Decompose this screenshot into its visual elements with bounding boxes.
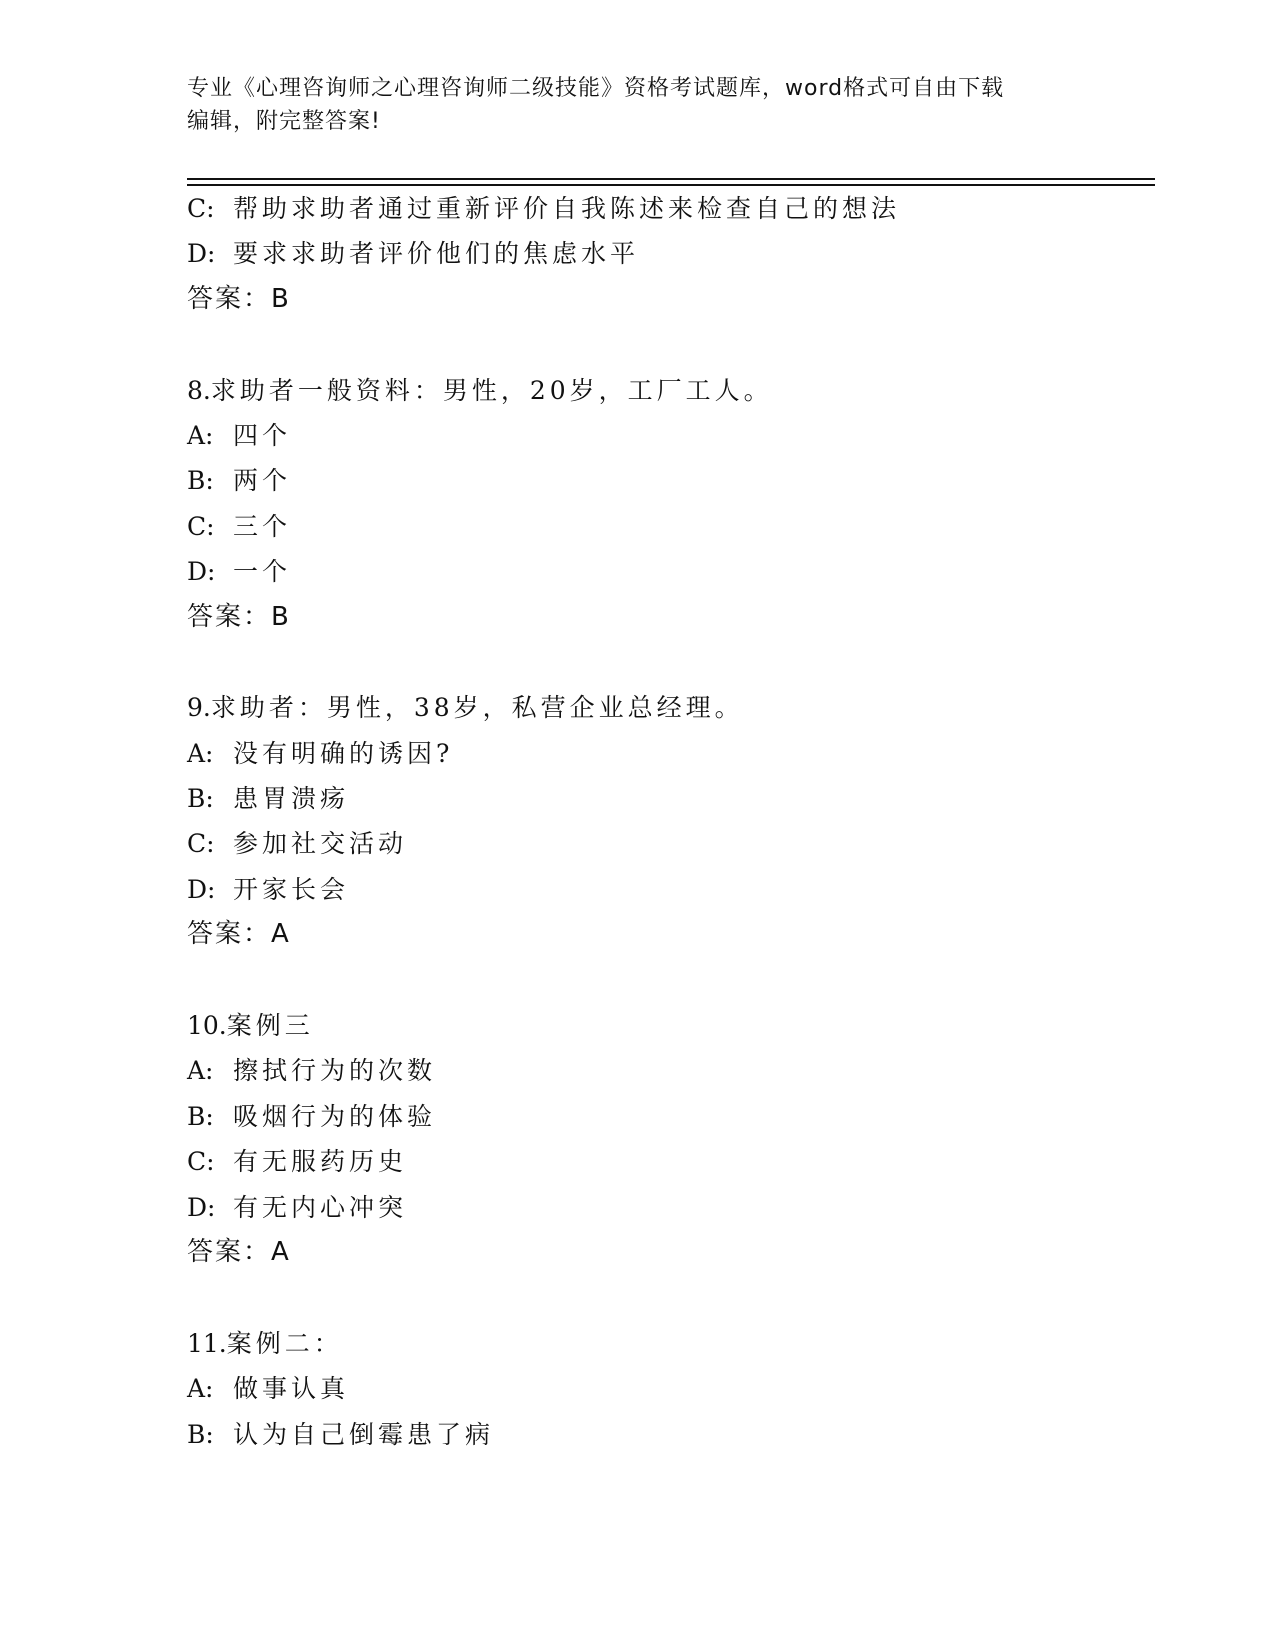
option-text: 四个 [233,420,292,450]
option-d [187,231,1155,276]
option-letter: D: [187,557,216,587]
option-text: 吸烟行为的体验 [233,1101,437,1131]
option-b [187,458,1155,503]
option-text: 一个 [233,557,292,587]
option-letter: C: [187,1147,215,1177]
option-text: 参加社交活动 [233,829,408,859]
header-line-1: 专业《心理咨询师之心理咨询师二级技能》资格考试题库，word格式可自由下载 [187,76,1005,101]
question-stem [187,368,1155,413]
option-letter: C: [187,511,215,541]
question-number: 11. [187,1328,227,1358]
question-list [187,186,1155,1457]
option-letter: C: [187,194,215,223]
option-d [187,549,1155,594]
option-c [187,186,1155,231]
option-b [187,1094,1155,1139]
option-text: 有无服药历史 [233,1147,408,1177]
option-letter: C: [187,829,215,859]
option-a [187,1048,1155,1093]
option-d [187,867,1155,912]
document-header [187,72,1087,138]
option-text: 两个 [233,466,292,496]
option-letter: B: [187,784,214,814]
option-c [187,504,1155,549]
option-text: 患胃溃疡 [233,784,350,814]
question-number: 10. [187,1011,227,1041]
option-letter: B: [187,466,214,496]
header-line-2: 编辑，附完整答案! [187,109,381,134]
answer-line: 答案：A [187,1236,291,1267]
question-text: 求助者：男性，38岁，私营企业总经理。 [210,693,744,723]
option-text: 三个 [233,511,292,541]
spacer [187,322,1155,367]
question-stem [187,685,1155,730]
option-text: 擦拭行为的次数 [233,1056,437,1086]
question-stem [187,1003,1155,1048]
spacer [187,958,1155,1003]
option-text: 要求求助者评价他们的焦虑水平 [233,239,640,269]
option-text: 帮助求助者通过重新评价自我陈述来检查自己的想法 [233,194,901,223]
option-letter: D: [187,239,216,269]
answer-line: 答案：A [187,919,291,950]
option-a [187,1366,1155,1411]
option-text: 做事认真 [233,1374,350,1404]
header-divider-top [187,178,1155,180]
option-text: 认为自己倒霉患了病 [233,1419,495,1449]
option-d [187,1185,1155,1230]
spacer [187,640,1155,685]
option-letter: A: [187,738,214,768]
option-letter: B: [187,1419,214,1449]
question-number: 8. [187,375,211,405]
option-letter: B: [187,1101,214,1131]
option-text: 有无内心冲突 [233,1192,408,1222]
option-a [187,413,1155,458]
question-number: 9. [187,693,211,723]
option-c [187,1139,1155,1184]
option-c [187,821,1155,866]
option-b [187,776,1155,821]
option-letter: A: [187,420,214,450]
option-letter: D: [187,874,216,904]
option-a [187,731,1155,776]
option-letter: A: [187,1374,214,1404]
spacer [187,1275,1155,1320]
question-text: 案例二： [226,1328,343,1358]
option-text: 开家长会 [233,874,350,904]
option-text: 没有明确的诱因? [233,738,454,768]
question-text: 案例三 [226,1011,314,1041]
answer-line: 答案：B [187,601,291,632]
option-letter: A: [187,1056,214,1086]
answer-line: 答案：B [187,283,291,314]
question-stem [187,1321,1155,1366]
option-letter: D: [187,1192,216,1222]
option-b [187,1412,1155,1457]
question-text: 求助者一般资料：男性，20岁，工厂工人。 [210,375,773,405]
